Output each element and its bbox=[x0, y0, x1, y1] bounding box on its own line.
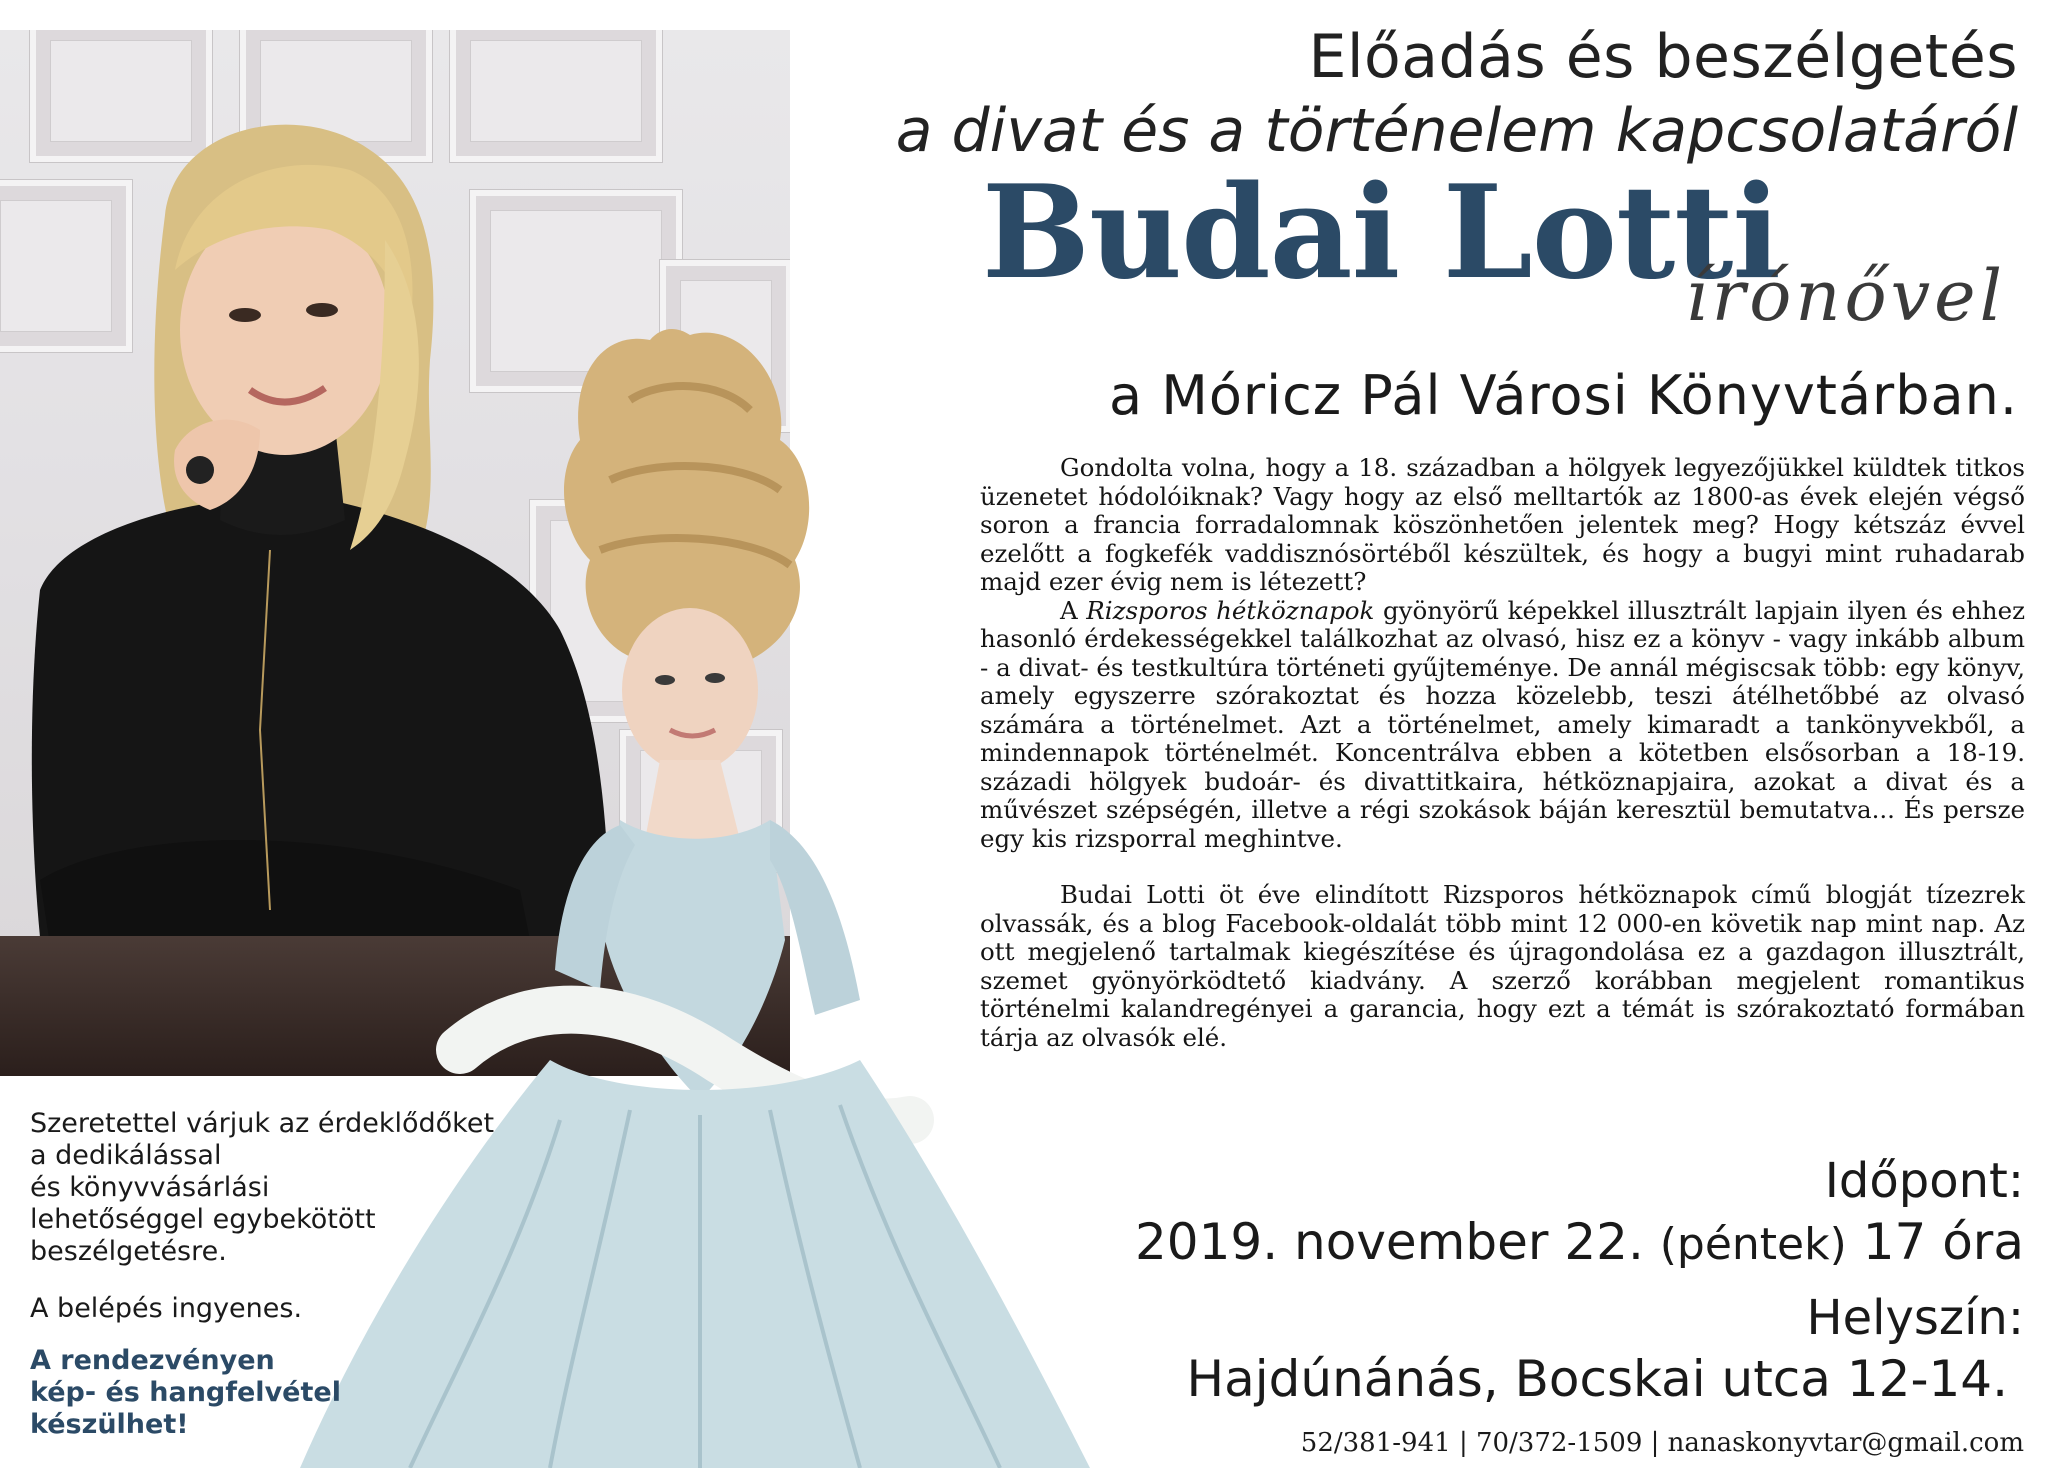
paragraph-2-prefix: A bbox=[1060, 595, 1087, 625]
event-time bbox=[1135, 1213, 2024, 1271]
invitation-line: Szeretettel várjuk az érdeklődőket bbox=[30, 1108, 495, 1139]
event-address: Hajdúnánás, Bocskai utca 12-14. bbox=[1186, 1350, 2008, 1408]
author-suffix: írónővel bbox=[1685, 255, 2006, 337]
paragraph-2-text: gyönyörű képekkel illusztrált lapjain ilyen és ehhez hasonló érdekességekkel találkozhat az olvasó, hisz ez a könyv - vagy inkább album - a divat- és testkultúra történeti gyűjteménye. De annál mégiscsak több: egy könyv, amely egyszerre szórakoztat és hozza közelebb, teszi átélhetőbbé az olvasó számára a történelmet. Azt a történelmet, amely kimaradt a tankönyvekből, a mindennapok történelmét. Koncentrálva ebben a kötetben elsősorban a 18-19. századi hölgyek budoár- és divattitkaira, hétköznapjaira, azokat a divat és a művészet szépségén, illetve a régi szokások báján keresztül bemutatva... És persze egy kis rizsporral meghintve. bbox=[980, 595, 2025, 853]
invitation-text bbox=[30, 1108, 550, 1268]
place-label: Helyszín: bbox=[1806, 1290, 2024, 1346]
event-weekday: (péntek) bbox=[1659, 1219, 1847, 1270]
invitation-line: lehetőséggel egybekötött bbox=[30, 1204, 376, 1235]
contact-info: 52/381-941 | 70/372-1509 | nanaskonyvtar@gmail.com bbox=[1300, 1428, 2024, 1458]
invitation-line: a dedikálással bbox=[30, 1140, 222, 1171]
event-hour: 17 óra bbox=[1862, 1213, 2024, 1271]
description-paragraph-2 bbox=[980, 597, 2025, 854]
time-label: Időpont: bbox=[1824, 1153, 2024, 1209]
recording-line: készülhet! bbox=[30, 1409, 189, 1440]
invitation-line: beszélgetésre. bbox=[30, 1236, 227, 1267]
book-title: Rizsporos hétköznapok bbox=[1086, 595, 1375, 625]
description-body bbox=[980, 454, 2025, 1052]
description-paragraph-3: Budai Lotti öt éve elindított Rizsporos hétköznapok című blogját tízezrek olvassák, és a blog Facebook-oldalát több mint 12 000-en követik nap mint nap. Az ott megjelenő tartalmak kiegészítése és újragondolása ez a gazdagon illusztrált, szemet gyönyörködtető kiadvány. A szerző korábban megjelent romantikus történelmi kalandregényei a garancia, hogy ezt a témát is szórakoztató formában tárja az olvasók elé. bbox=[980, 880, 2025, 1052]
author-name: Budai Lotti bbox=[981, 158, 1780, 308]
description-paragraph-1: Gondolta volna, hogy a 18. században a hölgyek legyezőjükkel küldtek titkos üzenetet hódolóiknak? Vagy hogy az első melltartók az 1800-as évek elején végső soron a francia forradalomnak köszönhetően jelentek meg? Hogy kétszáz évvel ezelőtt a fogkefék vaddisznósörtéből készültek, és hogy a bugyi mint ruhadarab majd ezer évig nem is létezett? bbox=[980, 453, 2025, 596]
recording-notice bbox=[30, 1345, 350, 1441]
invitation-line: és könyvvásárlási bbox=[30, 1172, 270, 1203]
free-entry-note: A belépés ingyenes. bbox=[30, 1293, 303, 1324]
title-line-2: a divat és a történelem kapcsolatáról bbox=[895, 96, 2018, 166]
event-date: 2019. november 22. bbox=[1135, 1213, 1644, 1271]
recording-line: A rendezvényen bbox=[30, 1345, 275, 1376]
venue-line: a Móricz Pál Városi Könyvtárban. bbox=[1109, 364, 2018, 427]
recording-line: kép- és hangfelvétel bbox=[30, 1377, 341, 1408]
title-line-1: Előadás és beszélgetés bbox=[1308, 22, 2018, 92]
